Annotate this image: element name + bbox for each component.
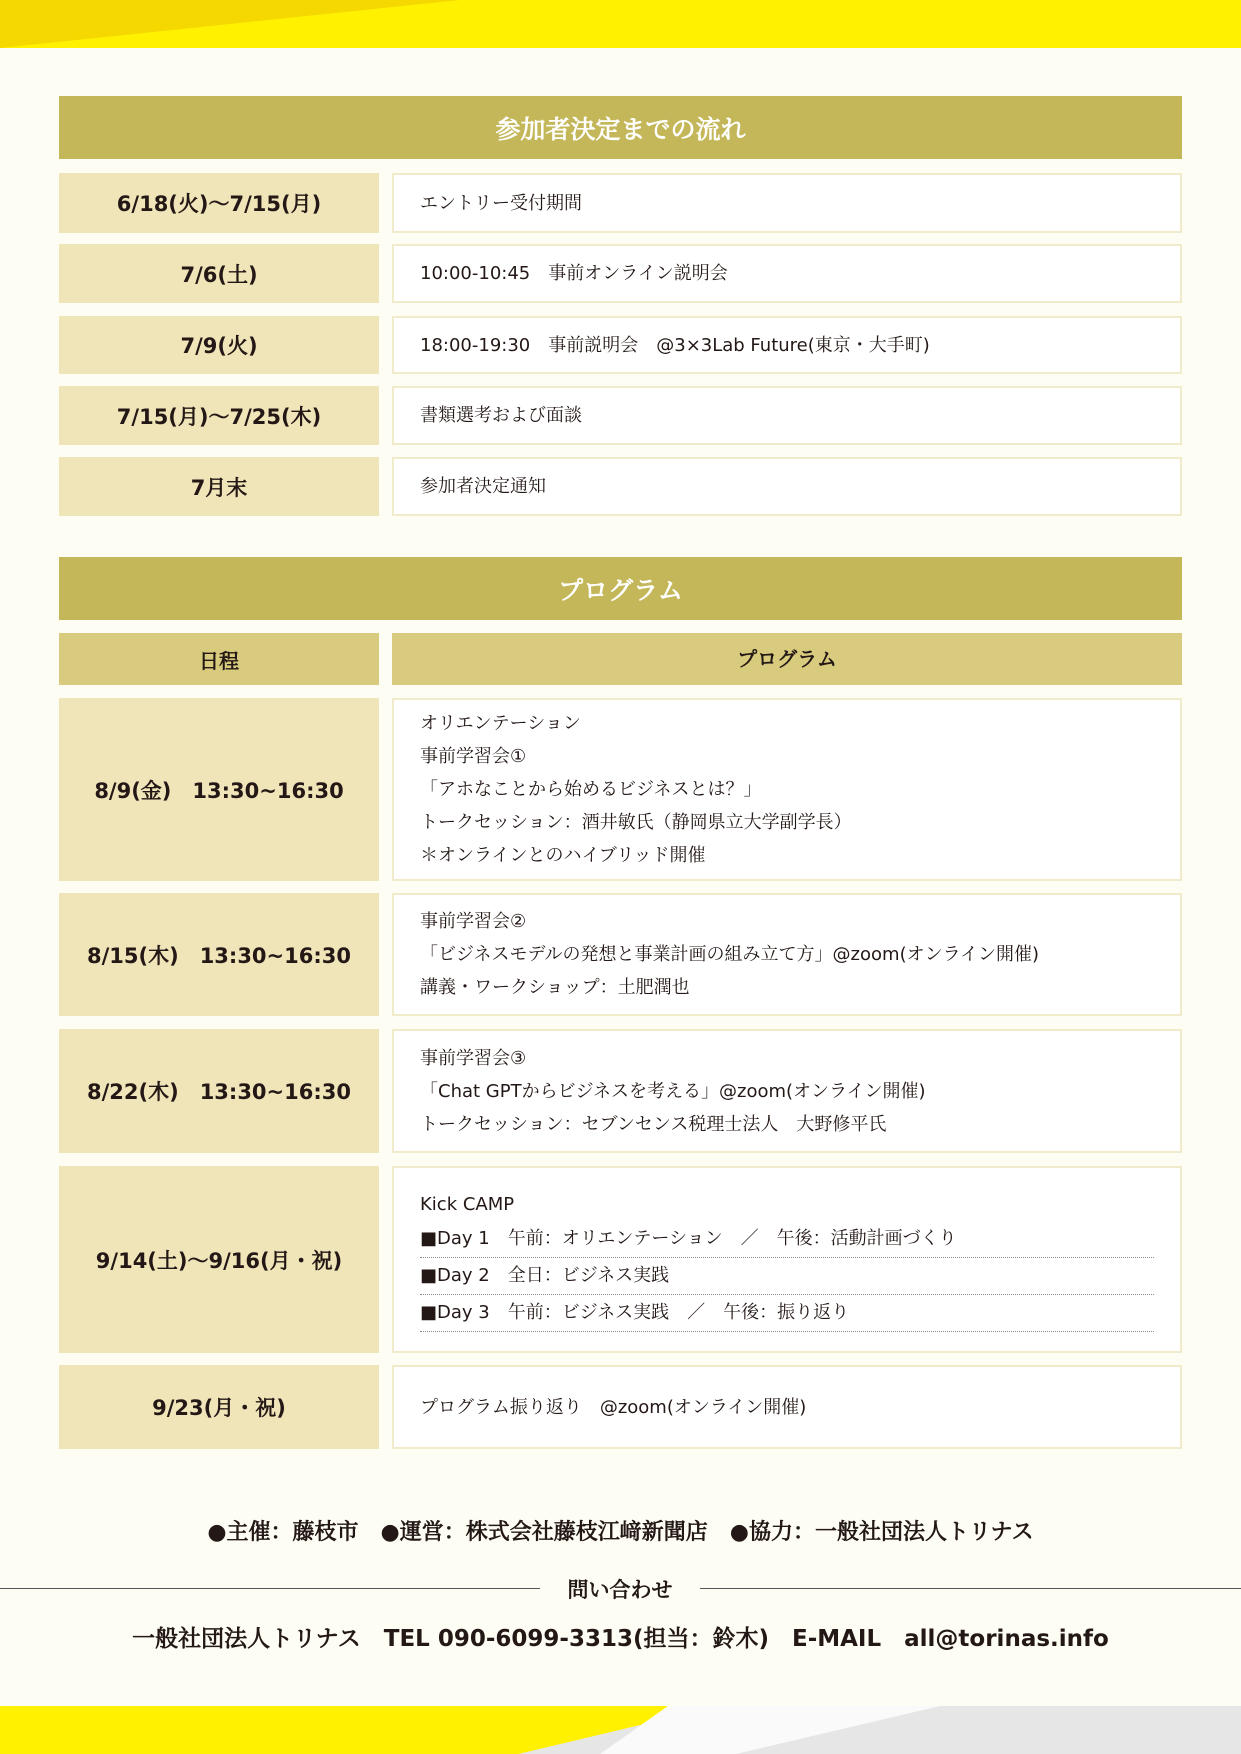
program-content — [392, 1365, 1182, 1449]
flow-row — [59, 386, 1182, 445]
top-band — [0, 0, 1241, 48]
bottom-band — [0, 1706, 1241, 1754]
program-line: 事前学習会① — [420, 746, 527, 767]
camp-day-3: ■Day 3 午前：ビジネス実践 ／ 午後：振り返り — [420, 1295, 1154, 1332]
program-date: 9/14(土)〜9/16(月・祝) — [59, 1166, 379, 1353]
flow-title: 参加者決定までの流れ — [59, 96, 1182, 159]
program-content — [392, 893, 1182, 1016]
camp-day-1: ■Day 1 午前：オリエンテーション ／ 午後：活動計画づくり — [420, 1221, 1154, 1258]
flow-text: 18:00-19:30 事前説明会 @3×3Lab Future(東京・大手町) — [392, 316, 1182, 374]
program-line: 事前学習会③ — [420, 1047, 527, 1069]
program-line: 「ビジネスモデルの発想と事業計画の組み立て方」@zoom(オンライン開催) — [420, 944, 1040, 965]
program-content — [392, 1166, 1182, 1353]
program-line: トークセッション：セブンセンス税理士法人 大野修平氏 — [420, 1113, 887, 1135]
program-line: プログラム振り返り @zoom(オンライン開催) — [420, 1396, 807, 1418]
program-row — [59, 1365, 1182, 1449]
contact-label: 問い合わせ — [540, 1574, 700, 1604]
header-program: プログラム — [392, 633, 1182, 685]
program-line: 「Chat GPTからビジネスを考える」@zoom(オンライン開催) — [420, 1080, 926, 1102]
program-date: 8/15(木) 13:30~16:30 — [59, 893, 379, 1016]
program-content — [392, 698, 1182, 881]
camp-day-2: ■Day 2 全日：ビジネス実践 — [420, 1258, 1154, 1295]
program-content — [392, 1029, 1182, 1153]
program-date: 8/9(金) 13:30~16:30 — [59, 698, 379, 881]
program-row — [59, 698, 1182, 881]
program-line: 「アホなことから始めるビジネスとは？」 — [420, 779, 762, 800]
program-title: プログラム — [59, 557, 1182, 620]
flow-row — [59, 316, 1182, 374]
flow-text: エントリー受付期間 — [392, 173, 1182, 233]
contact-info: 一般社団法人トリナス TEL 090-6099-3313(担当：鈴木) E-MAIL all@torinas.info — [132, 1626, 1109, 1652]
flow-row — [59, 244, 1182, 303]
program-header-row — [59, 633, 1182, 685]
program-line: ＊オンラインとのハイブリッド開催 — [420, 845, 706, 866]
program-line: オリエンテーション — [420, 713, 581, 734]
program-line: Kick CAMP — [420, 1193, 515, 1215]
flow-text: 参加者決定通知 — [392, 457, 1182, 516]
flow-date: 7月末 — [59, 457, 379, 516]
flow-row — [59, 457, 1182, 516]
flow-text: 10:00-10:45 事前オンライン説明会 — [392, 244, 1182, 303]
header-date: 日程 — [59, 633, 379, 685]
flow-row — [59, 173, 1182, 233]
program-line: トークセッション：酒井敏氏（静岡県立大学副学長） — [420, 812, 852, 833]
program-row — [59, 893, 1182, 1016]
flow-date: 7/9(火) — [59, 316, 379, 374]
flow-text: 書類選考および面談 — [392, 386, 1182, 445]
flow-date: 6/18(火)〜7/15(月) — [59, 173, 379, 233]
program-line: 事前学習会② — [420, 911, 527, 932]
program-date: 8/22(木) 13:30~16:30 — [59, 1029, 379, 1153]
program-row — [59, 1029, 1182, 1153]
flow-date: 7/6(土) — [59, 244, 379, 303]
program-line: 講義・ワークショップ：土肥潤也 — [420, 977, 690, 998]
flow-date: 7/15(月)〜7/25(木) — [59, 386, 379, 445]
sponsors: ●主催：藤枝市 ●運営：株式会社藤枝江﨑新聞店 ●協力：一般社団法人トリナス — [207, 1520, 1034, 1545]
program-row — [59, 1166, 1182, 1353]
program-date: 9/23(月・祝) — [59, 1365, 379, 1449]
